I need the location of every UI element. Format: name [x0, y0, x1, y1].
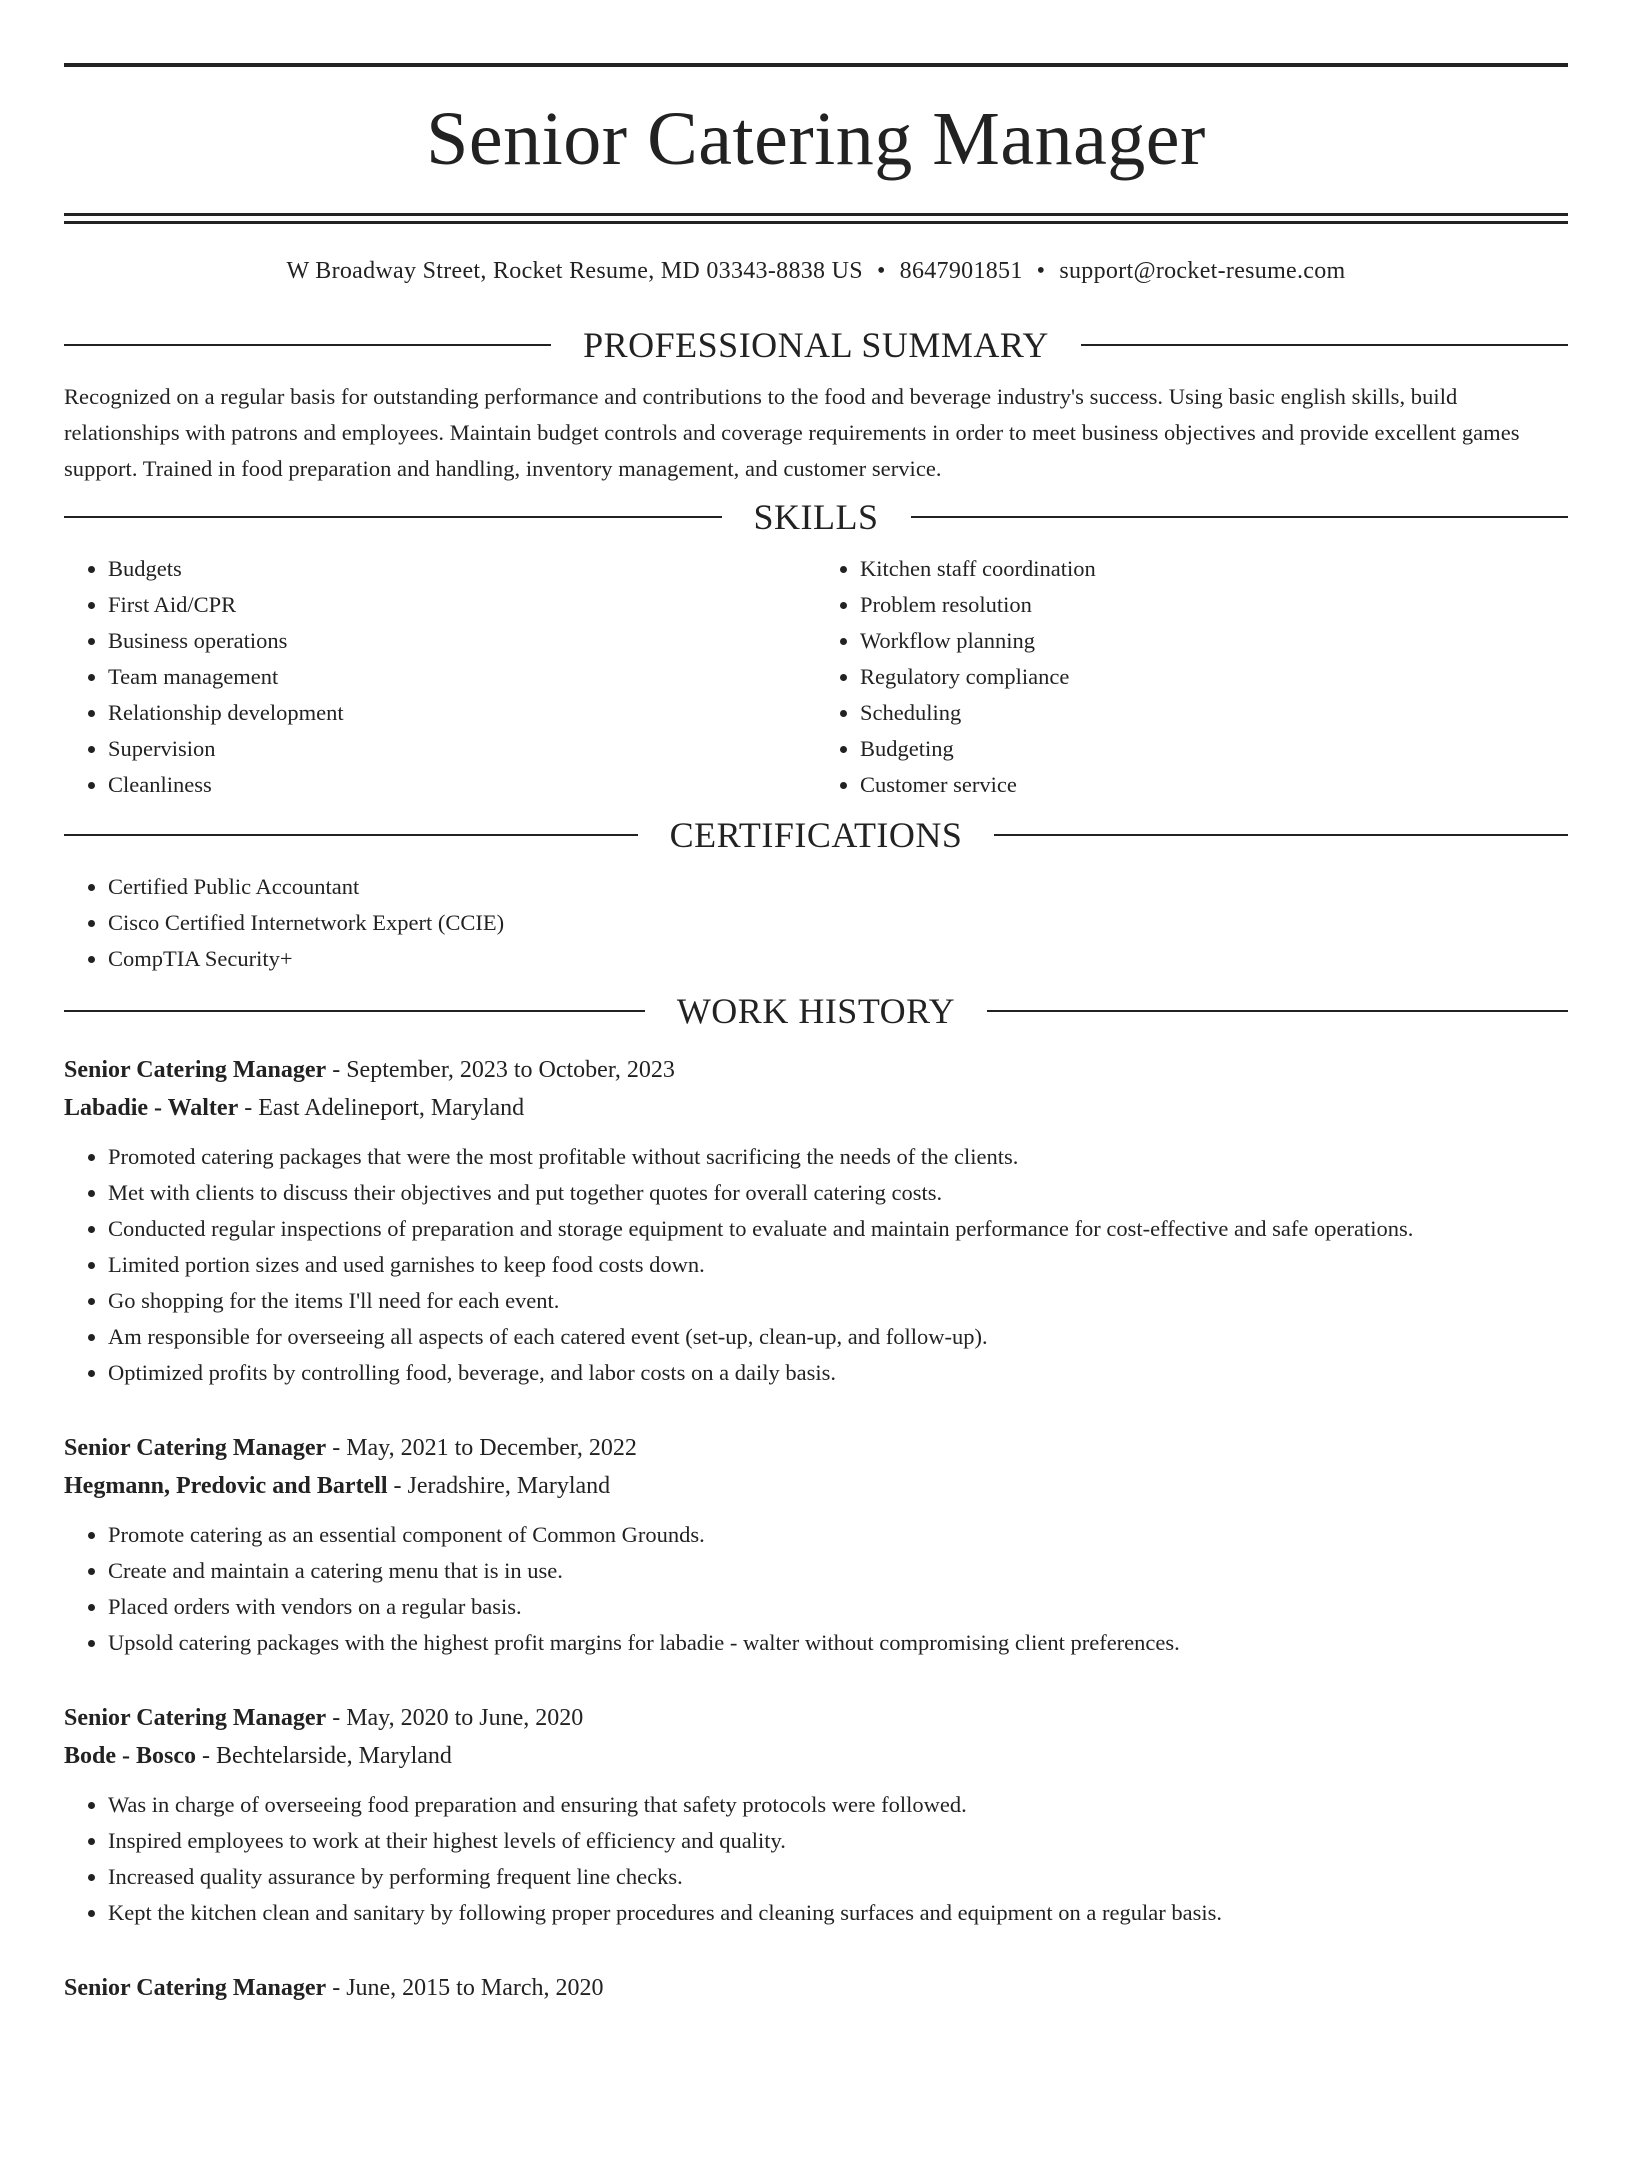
- heading-rule: [994, 834, 1568, 836]
- job-title: Senior Catering Manager: [64, 1057, 327, 1083]
- job-duty-item: • Inspired employees to work at their highest levels of efficiency and quality.: [108, 1823, 1568, 1859]
- double-rule: [64, 213, 1568, 224]
- job-title-line: Senior Catering Manager - September, 2023 to October, 2023: [64, 1057, 675, 1083]
- job-duty-item: • Go shopping for the items I'll need for each event.: [108, 1283, 1568, 1319]
- job-duty-item: • Placed orders with vendors on a regular basis.: [108, 1589, 1568, 1625]
- work-history: [64, 1051, 1568, 2007]
- skill-item: • Problem resolution: [860, 587, 1568, 623]
- job-entry: [64, 1699, 1568, 1931]
- skill-item: • Team management: [108, 659, 816, 695]
- job-duty-item: • Optimized profits by controlling food, beverage, and labor costs on a daily basis.: [108, 1355, 1568, 1391]
- job-location: East Adelineport, Maryland: [258, 1095, 525, 1121]
- job-company: Labadie - Walter: [64, 1095, 239, 1121]
- section-title: CERTIFICATIONS: [669, 815, 963, 855]
- skills-columns: [64, 551, 1568, 803]
- section-title: WORK HISTORY: [676, 991, 956, 1031]
- job-duty-item: • Increased quality assurance by performing frequent line checks.: [108, 1859, 1568, 1895]
- job-duty-item: • Upsold catering packages with the highest profit margins for labadie - walter without compromising client preferences.: [108, 1625, 1568, 1661]
- heading-rule: [1081, 344, 1568, 346]
- section-title: SKILLS: [753, 497, 879, 537]
- certification-item: • Cisco Certified Internetwork Expert (CCIE): [108, 905, 1568, 941]
- job-duty-item: • Create and maintain a catering menu that is in use.: [108, 1553, 1568, 1589]
- summary-text: Recognized on a regular basis for outstanding performance and contributions to the food and beverage industry's success. Using basic english skills, build relationships with patrons and employees. Maintain budget controls and coverage requirements in order to meet business objectives and provide excellent games support. Trained in food preparation and handling, inventory management, and customer service.: [64, 384, 1520, 481]
- skill-item: • Customer service: [860, 767, 1568, 803]
- skill-item: • Supervision: [108, 731, 816, 767]
- top-rule: [64, 63, 1568, 67]
- resume-page: [0, 63, 1632, 2175]
- contact-phone: 8647901851: [899, 258, 1023, 284]
- job-entry: [64, 1051, 1568, 1391]
- job-title: Senior Catering Manager: [64, 1975, 327, 2001]
- skill-item: • First Aid/CPR: [108, 587, 816, 623]
- job-location: Bechtelarside, Maryland: [216, 1743, 452, 1769]
- job-company-line: Bode - Bosco - Bechtelarside, Maryland: [64, 1743, 452, 1769]
- job-dates: May, 2020 to June, 2020: [346, 1705, 584, 1731]
- contact-separator: •: [1036, 258, 1046, 284]
- job-title-line: Senior Catering Manager - June, 2015 to March, 2020: [64, 1975, 604, 2001]
- heading-rule: [64, 834, 638, 836]
- job-dates: June, 2015 to March, 2020: [346, 1975, 604, 2001]
- heading-rule: [911, 516, 1569, 518]
- job-company-line: Labadie - Walter - East Adelineport, Maryland: [64, 1095, 525, 1121]
- section-heading-work: [64, 991, 1568, 1031]
- skill-item: • Budgets: [108, 551, 816, 587]
- job-location: Jeradshire, Maryland: [407, 1473, 611, 1499]
- contact-separator: •: [876, 258, 886, 284]
- job-title: Senior Catering Manager: [64, 1705, 327, 1731]
- skills-list-right: [816, 551, 1568, 803]
- contact-line: [64, 257, 1568, 285]
- skill-item: • Scheduling: [860, 695, 1568, 731]
- section-heading-summary: [64, 325, 1568, 365]
- job-duties-list: [64, 1139, 1568, 1391]
- skill-item: • Cleanliness: [108, 767, 816, 803]
- job-title-line: Senior Catering Manager - May, 2021 to December, 2022: [64, 1435, 637, 1461]
- contact-email: support@rocket-resume.com: [1059, 258, 1346, 284]
- heading-rule: [64, 344, 551, 346]
- job-duty-item: • Kept the kitchen clean and sanitary by following proper procedures and cleaning surfaces and equipment on a regular basis.: [108, 1895, 1568, 1931]
- job-duty-item: • Met with clients to discuss their objectives and put together quotes for overall catering costs.: [108, 1175, 1568, 1211]
- heading-rule: [64, 516, 722, 518]
- job-dates: May, 2021 to December, 2022: [346, 1435, 637, 1461]
- contact-address: W Broadway Street, Rocket Resume, MD 03343-8838 US: [286, 258, 863, 284]
- job-duty-item: • Was in charge of overseeing food preparation and ensuring that safety protocols were followed.: [108, 1787, 1568, 1823]
- job-duties-list: [64, 1787, 1568, 1931]
- job-duties-list: [64, 1517, 1568, 1661]
- skill-item: • Relationship development: [108, 695, 816, 731]
- skills-list-left: [64, 551, 816, 803]
- certification-item: • CompTIA Security+: [108, 941, 1568, 977]
- job-title-line: Senior Catering Manager - May, 2020 to June, 2020: [64, 1705, 584, 1731]
- job-dates: September, 2023 to October, 2023: [346, 1057, 675, 1083]
- section-title: PROFESSIONAL SUMMARY: [583, 325, 1049, 365]
- job-title: Senior Catering Manager: [64, 1435, 327, 1461]
- heading-rule: [987, 1010, 1568, 1012]
- job-duty-item: • Promote catering as an essential component of Common Grounds.: [108, 1517, 1568, 1553]
- skill-item: • Regulatory compliance: [860, 659, 1568, 695]
- section-heading-certifications: [64, 815, 1568, 855]
- skill-item: • Budgeting: [860, 731, 1568, 767]
- job-duty-item: • Am responsible for overseeing all aspects of each catered event (set-up, clean-up, and follow-up).: [108, 1319, 1568, 1355]
- certifications-list: [64, 869, 1568, 977]
- job-duty-item: • Limited portion sizes and used garnishes to keep food costs down.: [108, 1247, 1568, 1283]
- skill-item: • Kitchen staff coordination: [860, 551, 1568, 587]
- job-duty-item: • Promoted catering packages that were the most profitable without sacrificing the needs of the clients.: [108, 1139, 1568, 1175]
- job-company: Hegmann, Predovic and Bartell: [64, 1473, 388, 1499]
- section-heading-skills: [64, 497, 1568, 537]
- job-entry: [64, 1429, 1568, 1661]
- job-company: Bode - Bosco: [64, 1743, 196, 1769]
- heading-rule: [64, 1010, 645, 1012]
- certification-item: • Certified Public Accountant: [108, 869, 1568, 905]
- skill-item: • Workflow planning: [860, 623, 1568, 659]
- skill-item: • Business operations: [108, 623, 816, 659]
- job-duty-item: • Conducted regular inspections of preparation and storage equipment to evaluate and maintain performance for cost-effective and safe operations.: [108, 1211, 1568, 1247]
- job-company-line: Hegmann, Predovic and Bartell - Jeradshire, Maryland: [64, 1473, 611, 1499]
- resume-name: Senior Catering Manager: [426, 97, 1206, 181]
- job-entry: [64, 1969, 1568, 2007]
